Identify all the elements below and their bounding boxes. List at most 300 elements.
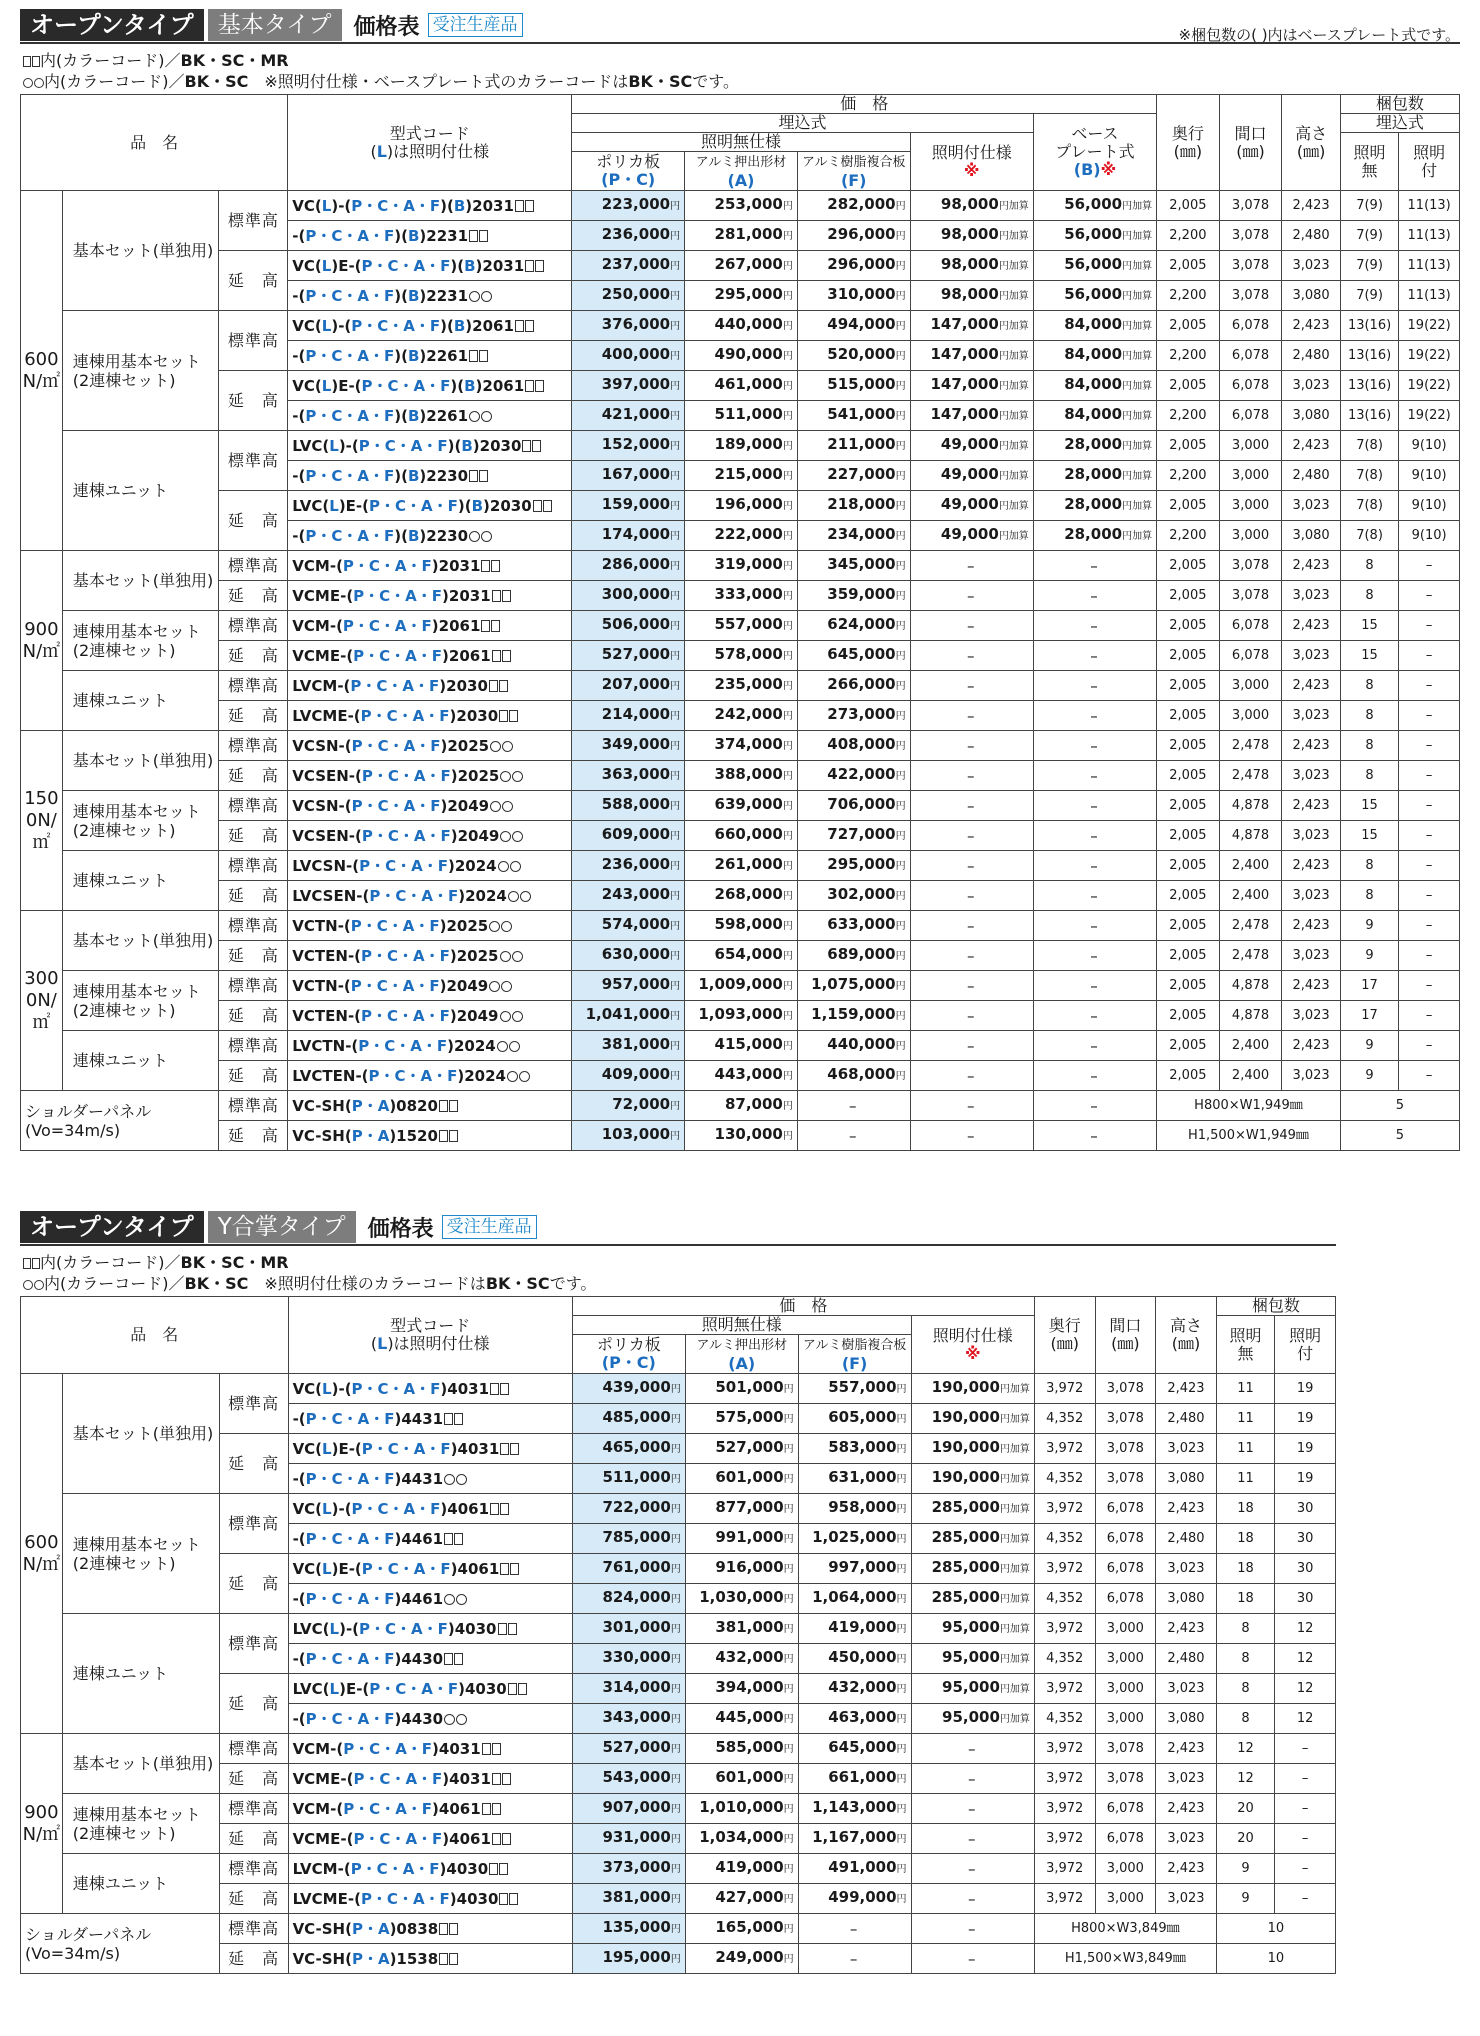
code-number: )2230 [419,526,469,545]
yen-unit: 円 [895,321,906,332]
dash: – [1090,916,1098,935]
height-value: 2,423 [1282,551,1340,581]
height-value: 2,423 [1282,971,1340,1001]
pack-nolight: 11 [1216,1404,1275,1434]
height-type: 延 高 [219,1824,288,1854]
price-value: 130,000 [714,1125,783,1143]
dash: – [966,916,975,935]
dash: – [966,616,975,635]
square-icon [444,1413,453,1425]
price-cell [910,311,1033,341]
yen-unit: 円 [783,1414,794,1425]
price-value: 400,000 [601,345,671,363]
code-prefix: VCME-( [292,1829,354,1848]
code-number: )4061 [450,1559,500,1578]
price-cell [911,1944,1034,1974]
height-value: 2,480 [1156,1644,1217,1674]
yen-unit: 円加算 [1122,291,1153,302]
height-type: 延 高 [219,1121,288,1151]
price-cell [685,1704,798,1734]
square-icon [481,620,490,632]
price-cell [685,791,798,821]
price-value: 167,000 [601,465,671,483]
price-cell [572,1121,685,1151]
price-cell [911,1464,1034,1494]
price-value: 72,000 [612,1095,671,1113]
width-value: 4,878 [1219,971,1282,1001]
height-value: 3,023 [1282,941,1340,971]
yen-unit: 円 [782,741,793,752]
yen-unit: 円 [670,1414,681,1425]
price-cell [685,1944,798,1974]
price-value: 285,000 [931,1588,1000,1606]
depth-value: 2,005 [1157,851,1220,881]
depth-value: 3,972 [1034,1884,1095,1914]
price-value: 527,000 [601,645,671,663]
table-row [21,641,1460,671]
price-value: 397,000 [601,375,671,393]
price-cell [572,1734,685,1764]
model-code [288,1944,572,1974]
dash: – [967,1739,976,1758]
price-value: 267,000 [714,255,783,273]
price-cell [910,1091,1033,1121]
code-prefix: VCTEN-( [292,1006,362,1025]
product-group: 連棟ユニット [62,1031,219,1091]
height-type: 標準高 [219,1374,288,1434]
height-value: 3,080 [1282,281,1340,311]
price-cell [797,521,910,551]
price-cell [685,1794,798,1824]
price-cell [685,1494,798,1524]
pack-light: – [1275,1854,1336,1884]
pack-light: – [1399,1031,1460,1061]
price-value: 706,000 [827,795,896,813]
price-cell [1033,401,1156,431]
circle-icon [509,1041,520,1052]
price-value: 227,000 [827,465,896,483]
code-base-flag: B [453,196,466,215]
height-value: 3,023 [1282,1001,1340,1031]
height-type: 延 高 [219,251,288,311]
price-cell [798,1944,911,1974]
legend-codes: BK・SC [628,72,693,91]
square-icon [449,1130,458,1142]
square-icon [522,440,531,452]
yen-unit: 円 [670,1774,681,1785]
price-value: 506,000 [601,615,671,633]
yen-unit: 円 [895,381,906,392]
price-value: 152,000 [601,435,671,453]
price-cell [572,251,685,281]
model-code [288,911,572,941]
price-value: 605,000 [828,1408,897,1426]
code-material: P・C・A・F [305,226,395,245]
code-material: P・C・A・F [342,616,432,635]
price-cell [797,911,910,941]
price-table [20,94,1460,1151]
pack-light: – [1275,1734,1336,1764]
price-cell [572,1824,685,1854]
yen-unit: 円 [895,921,906,932]
code-prefix: LVCSN-( [292,856,360,875]
yen-unit: 円 [782,411,793,422]
height-value: 2,423 [1282,731,1340,761]
code-material: P・C・A・F [361,1439,451,1458]
price-value: 490,000 [714,345,783,363]
price-cell [685,341,798,371]
price-cell [798,1374,911,1404]
code-material: P・C・A・F [305,1529,395,1548]
price-cell [685,1434,798,1464]
yen-unit: 円 [895,831,906,842]
pack-nolight: 11 [1216,1374,1275,1404]
yen-unit: 円加算 [999,1444,1030,1455]
dash: – [1090,826,1098,845]
price-cell [572,941,685,971]
price-cell [572,1464,685,1494]
pack-nolight: 13(16) [1340,341,1398,371]
code-number: )2049 [449,1006,499,1025]
yen-unit: 円 [670,1894,681,1905]
price-value: 583,000 [828,1438,897,1456]
square-icon [469,230,478,242]
price-value: 49,000 [940,525,999,543]
height-type: 標準高 [219,1091,288,1121]
code-prefix: VC( [292,1379,323,1398]
square-icon [454,1413,463,1425]
price-cell [685,491,798,521]
price-value: 661,000 [828,1768,897,1786]
dash: – [1090,946,1098,965]
dash: – [1090,1036,1098,1055]
width-value: 2,478 [1219,911,1282,941]
circle-icon [34,1280,44,1290]
depth-value: 2,005 [1157,791,1220,821]
price-value: 319,000 [714,555,783,573]
model-code [288,431,572,461]
code-prefix: LVCSEN-( [292,886,370,905]
square-icon [508,1683,517,1695]
price-value: 461,000 [714,375,783,393]
price-cell [685,1734,798,1764]
code-number: )4431 [394,1469,444,1488]
pack-nolight: 12 [1216,1734,1275,1764]
code-prefix: VC( [292,196,322,215]
price-cell [572,491,685,521]
code-prefix: -( [292,1469,306,1488]
price-value: 630,000 [601,945,671,963]
price-value: 147,000 [930,405,999,423]
code-mid: )( [457,496,472,515]
square-icon [23,56,31,67]
table-row [21,1061,1460,1091]
pack-light: 19(22) [1399,401,1460,431]
col-embed: 埋込式 [572,114,1034,133]
price-cell [798,1644,911,1674]
price-cell [910,191,1033,221]
code-number: )2024 [447,856,497,875]
price-value: 1,064,000 [812,1588,897,1606]
price-cell [798,1704,911,1734]
price-cell [572,1884,685,1914]
price-cell [798,1524,911,1554]
height-type: 延 高 [219,701,288,731]
code-light-flag: L [322,1439,332,1458]
circle-icon [444,1714,455,1725]
price-cell [797,491,910,521]
pack-light: 9(10) [1399,491,1460,521]
packing-note: ※梱包数の( )内はベースプレート式です。 [1178,26,1460,44]
code-prefix: -( [292,526,306,545]
price-cell [910,491,1033,521]
width-value: 6,078 [1095,1524,1156,1554]
pack-light: 11(13) [1399,251,1460,281]
price-value: 624,000 [827,615,896,633]
price-cell [910,251,1033,281]
yen-unit: 円 [670,501,681,512]
dash: – [849,1949,858,1968]
price-value: 761,000 [602,1558,671,1576]
yen-unit: 円 [896,1744,907,1755]
price-cell [911,1674,1034,1704]
yen-unit: 円 [783,1624,794,1635]
yen-unit: 円 [896,1774,907,1785]
code-base-flag: B [407,346,420,365]
code-mid: )E-( [331,256,362,275]
dash: – [848,1126,857,1145]
yen-unit: 円 [782,261,793,272]
code-mid: )-( [331,1379,352,1398]
height-value: 3,023 [1282,491,1340,521]
code-material: P・A [351,1919,390,1938]
yen-unit: 円 [782,201,793,212]
price-value: 147,000 [930,345,999,363]
price-cell [911,1644,1034,1674]
yen-unit: 円加算 [1122,321,1153,332]
square-icon [439,1953,448,1965]
code-mid: )E-( [331,1559,362,1578]
code-number: )4461 [394,1529,444,1548]
code-mid: )( [450,256,465,275]
dash: – [1090,616,1098,635]
price-value: 223,000 [601,195,671,213]
yen-unit: 円 [896,1384,907,1395]
circle-icon [456,1714,467,1725]
code-material: P・C・A・F [369,886,459,905]
yen-unit: 円 [670,1954,681,1965]
panel-dimension: H800×W1,949㎜ [1157,1091,1341,1121]
price-value: 511,000 [602,1468,671,1486]
yen-unit: 円 [783,1504,794,1515]
pack-nolight: 8 [1340,761,1398,791]
price-cell [910,551,1033,581]
code-prefix: -( [292,286,306,305]
square-icon [23,1258,31,1269]
price-value: 286,000 [601,555,671,573]
code-number: )2025 [439,916,489,935]
legend-codes: BK・SC [184,1274,249,1293]
height-type: 標準高 [219,1854,288,1884]
model-code [288,1764,572,1794]
yen-unit: 円加算 [999,1384,1030,1395]
yen-unit: 円 [783,1654,794,1665]
yen-unit: 円 [783,1774,794,1785]
code-number: )2061 [431,616,481,635]
yen-unit: 円 [783,1864,794,1875]
code-prefix: VC-SH( [292,1096,352,1115]
yen-unit: 円 [896,1564,907,1575]
price-value: 84,000 [1064,345,1123,363]
col-pack-nolight: 照明 無 [1340,133,1398,191]
pack-light: – [1275,1764,1336,1794]
pack-nolight: 9 [1216,1854,1275,1884]
price-cell [797,341,910,371]
height-value: 3,080 [1156,1584,1217,1614]
code-prefix: -( [292,226,306,245]
col-pack-embed: 埋込式 [1340,114,1459,133]
depth-value: 2,005 [1157,611,1220,641]
model-code [288,191,572,221]
table-row [21,371,1460,401]
col-width: 間口 (㎜) [1095,1297,1156,1374]
price-value: 727,000 [827,825,896,843]
price-value: 957,000 [601,975,671,993]
price-cell [911,1374,1034,1404]
height-value: 3,023 [1282,641,1340,671]
col-baseplate: ベース プレート式 (B)※ [1033,114,1156,191]
code-material: P・C・A・F [343,1739,433,1758]
yen-unit: 円 [670,1684,681,1695]
height-value: 2,423 [1282,1031,1340,1061]
square-icon [543,500,552,512]
col-light: 照明付仕様 ※ [910,133,1033,191]
code-base-flag: B [464,256,476,275]
code-material: P・C・A・F [305,466,395,485]
model-code [288,1824,572,1854]
price-value: 432,000 [715,1648,784,1666]
price-cell [685,311,798,341]
price-value: 28,000 [1064,525,1123,543]
depth-value: 2,005 [1157,761,1220,791]
price-cell [797,551,910,581]
yen-unit: 円 [670,651,681,662]
price-cell [798,1674,911,1704]
yen-unit: 円 [896,1834,907,1845]
height-value: 3,023 [1156,1884,1217,1914]
height-type: 延 高 [219,1554,288,1614]
yen-unit: 円加算 [998,531,1029,542]
code-prefix: VCME-( [292,586,354,605]
yen-unit: 円 [895,531,906,542]
height-value: 3,080 [1156,1704,1217,1734]
yen-unit: 円 [783,1804,794,1815]
col-pack-nolight: 照明 無 [1216,1316,1275,1374]
height-value: 3,080 [1156,1464,1217,1494]
code-base-flag: B [453,316,466,335]
yen-unit: 円 [896,1624,907,1635]
dash: – [966,1126,975,1145]
legend-note-end: です。 [549,1274,597,1293]
price-cell [910,431,1033,461]
yen-unit: 円 [782,1131,793,1142]
yen-unit: 円 [670,471,681,482]
price-cell [910,401,1033,431]
code-prefix: VCSN-( [292,736,352,755]
code-number: )2230 [419,466,469,485]
yen-unit: 円 [895,291,906,302]
pack-nolight: 8 [1340,851,1398,881]
height-value: 3,023 [1156,1824,1217,1854]
code-number: )4061 [432,1799,481,1818]
code-number: )4031 [440,1379,490,1398]
dash: – [1090,1066,1098,1085]
pack-nolight: 17 [1340,971,1398,1001]
height-value: 2,423 [1282,791,1340,821]
code-material: P・C・A・F [369,496,458,515]
depth-value: 3,972 [1034,1734,1095,1764]
pack-light: – [1275,1884,1336,1914]
code-prefix: -( [292,346,306,365]
price-cell [685,1524,798,1554]
yen-unit: 円 [670,441,681,452]
model-code [288,1061,572,1091]
pack-light: 12 [1275,1704,1336,1734]
table-row [21,1121,1460,1151]
yen-unit: 円加算 [998,471,1029,482]
yen-unit: 円 [670,861,681,872]
price-cell [1033,1001,1156,1031]
price-cell [685,1764,798,1794]
price-value: 359,000 [827,585,896,603]
code-prefix: VC( [292,316,322,335]
code-mid: )( [440,316,454,335]
circle-icon [490,741,501,752]
yen-unit: 円 [670,1041,681,1052]
depth-value: 3,972 [1034,1824,1095,1854]
yen-unit: 円 [670,261,681,272]
price-value: 575,000 [715,1408,784,1426]
yen-unit: 円加算 [998,411,1029,422]
price-value: 98,000 [940,195,999,213]
pack-nolight: 13(16) [1340,311,1398,341]
dash: – [966,886,975,905]
code-number: )4461 [394,1589,444,1608]
price-cell [1033,461,1156,491]
col-model-code: 型式コード (L)は照明付仕様 [288,95,572,191]
price-cell [1033,191,1156,221]
price-cell [572,761,685,791]
table-row [21,761,1460,791]
depth-value: 2,200 [1157,461,1220,491]
yen-unit: 円 [782,651,793,662]
price-cell [911,1764,1034,1794]
panel-dimension: H800×W3,849㎜ [1034,1914,1216,1944]
depth-value: 2,005 [1157,821,1220,851]
square-icon [499,710,508,722]
width-value: 3,078 [1219,191,1282,221]
price-value: 285,000 [931,1498,1000,1516]
code-prefix: LVC( [292,1679,330,1698]
legend-text: 内(カラーコード)／ [40,51,181,70]
model-code [288,311,572,341]
price-value: 98,000 [940,255,999,273]
table-row [21,431,1460,461]
price-cell [1033,941,1156,971]
price-value: 877,000 [715,1498,784,1516]
depth-value: 3,972 [1034,1794,1095,1824]
price-cell [685,251,798,281]
